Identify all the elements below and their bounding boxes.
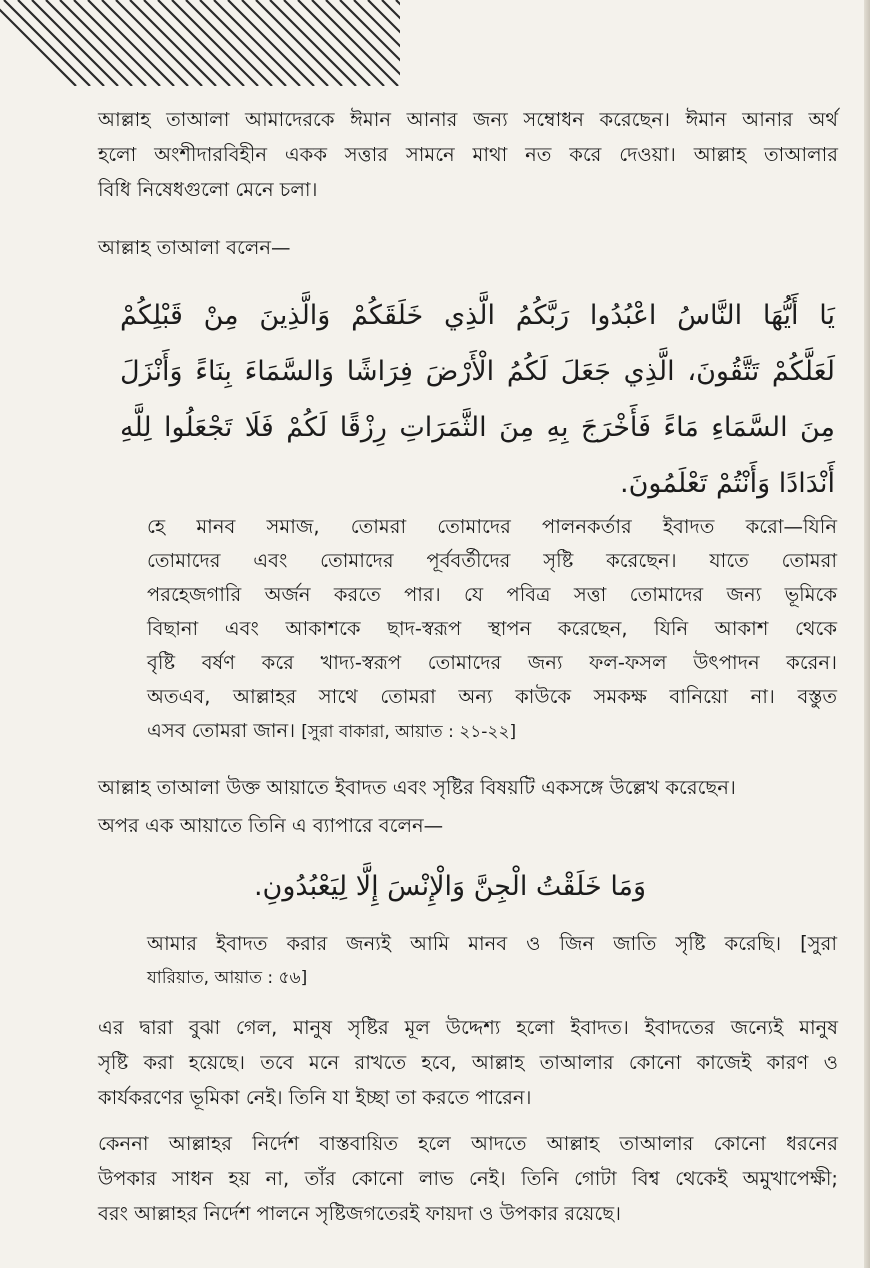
paragraph-line: সৃষ্টি করা হয়েছে। তবে মনে রাখতে হবে, আল্লাহ তাআলার কোনো কাজেই কারণ ও	[98, 1051, 838, 1074]
translation-line: হে মানব সমাজ, তোমরা তোমাদের পালনকর্তার ইবাদত করো—যিনি	[147, 515, 837, 538]
paragraph-line: কেননা আল্লাহর নির্দেশ বাস্তবায়িত হলে আদতে আল্লাহ তাআলার কোনো ধরনের	[98, 1132, 838, 1155]
stripe-line	[18, 0, 104, 86]
translation-line: পরহেজগারি অর্জন করতে পার। যে পবিত্র সত্তা তোমাদের জন্য ভূমিকে	[147, 583, 837, 606]
stripe-line	[298, 0, 384, 86]
stripe-line	[144, 0, 230, 86]
paragraph-1	[98, 102, 838, 207]
arabic-verse-line: لَعَلَّكُمْ تَتَّقُونَ، الَّذِي جَعَلَ لَكُمُ الْأَرْضَ فِرَاشًا وَالسَّمَاءَ بِنَاءً وَأَنْزَلَ	[120, 356, 835, 387]
paragraph-line: উপকার সাধন হয় না, তাঁর কোনো লাভ নেই। তিনি গোটা বিশ্ব থেকেই অমুখাপেক্ষী;	[98, 1167, 838, 1190]
stripe-line	[172, 0, 258, 86]
translation-line: বৃষ্টি বর্ষণ করে খাদ্য-স্বরূপ তোমাদের জন্য ফল-ফসল উৎপাদন করেন।	[147, 651, 837, 674]
arabic-verse-2: وَمَا خَلَقْتُ الْجِنَّ وَالْإِنْسَ إِلَّا لِيَعْبُدُونِ.	[253, 871, 647, 902]
stripe-line	[88, 0, 174, 86]
stripe-line	[186, 0, 272, 86]
paragraph-line: এর দ্বারা বুঝা গেল, মানুষ সৃষ্টির মূল উদ্দেশ্য হলো ইবাদত। ইবাদতের জন্যেই মানুষ	[98, 1016, 838, 1039]
stripe-line	[200, 0, 286, 86]
translation-block-1	[147, 510, 837, 749]
verse-reference: [সুরা	[800, 932, 837, 955]
stripe-line	[102, 0, 188, 86]
stripe-line	[242, 0, 328, 86]
translation-line: অতএব, আল্লাহর সাথে তোমরা অন্য কাউকে সমকক্ষ বানিয়ো না। বস্তুত	[147, 685, 837, 708]
translation-block-2	[147, 927, 837, 995]
stripe-line	[74, 0, 160, 86]
stripe-line	[228, 0, 314, 86]
stripe-line	[214, 0, 300, 86]
stripe-line	[116, 0, 202, 86]
arabic-verse-block-1	[120, 288, 835, 512]
arabic-verse-line: أَنْدَادًا وَأَنْتُمْ تَعْلَمُونَ.	[620, 468, 835, 499]
stripe-line	[158, 0, 244, 86]
intro-text: অপর এক আয়াতে তিনি এ ব্যাপারে বলেন—	[98, 814, 444, 837]
stripe-line	[354, 0, 400, 86]
stripe-line	[270, 0, 356, 86]
verse-reference: [সুরা বাকারা, আয়াত : ২১-২২]	[301, 722, 517, 742]
page-edge-shadow	[864, 0, 870, 1268]
arabic-verse-line: يَا أَيُّهَا النَّاسُ اعْبُدُوا رَبَّكُمُ الَّذِي خَلَقَكُمْ وَالَّذِينَ مِنْ قَبْلِكُمْ	[120, 300, 835, 331]
stripe-line	[130, 0, 216, 86]
translation-line: বিছানা এবং আকাশকে ছাদ-স্বরূপ স্থাপন করেছেন, যিনি আকাশ থেকে	[147, 617, 837, 640]
stripe-line	[4, 0, 90, 86]
paragraph-2	[98, 770, 838, 805]
paragraph-line: আল্লাহ তাআলা আমাদেরকে ঈমান আনার জন্য সম্বোধন করেছেন। ঈমান আনার অর্থ	[98, 108, 838, 131]
intro-text: আল্লাহ তাআলা বলেন—	[98, 236, 291, 259]
verse-intro-2	[98, 808, 838, 843]
corner-stripe-decoration	[0, 0, 400, 86]
paragraph-3	[98, 1010, 838, 1115]
translation-text: এসব তোমরা জান।	[147, 719, 296, 742]
paragraph-line: কার্যকরণের ভূমিকা নেই। তিনি যা ইচ্ছা তা করতে পারেন।	[98, 1086, 532, 1109]
stripe-line	[32, 0, 118, 86]
stripe-line	[46, 0, 132, 86]
stripe-line	[312, 0, 398, 86]
verse-intro-1	[98, 230, 838, 265]
stripe-line	[326, 0, 400, 86]
paragraph-line: বিধি নিষেধগুলো মেনে চলা।	[98, 178, 318, 201]
arabic-verse-line: مِنَ السَّمَاءِ مَاءً فَأَخْرَجَ بِهِ مِنَ الثَّمَرَاتِ رِزْقًا لَكُمْ فَلَا تَجْعَلُوا لِلَّهِ	[120, 412, 835, 443]
translation-line	[147, 714, 837, 749]
verse-reference: যারিয়াত, আয়াত : ৫৬]	[147, 968, 308, 988]
stripe-line	[284, 0, 370, 86]
paragraph-line: আল্লাহ তাআলা উক্ত আয়াতে ইবাদত এবং সৃষ্টির বিষয়টি একসঙ্গে উল্লেখ করেছেন।	[98, 776, 736, 799]
translation-line: তোমাদের এবং তোমাদের পূর্ববর্তীদের সৃষ্টি করেছেন। যাতে তোমরা	[147, 549, 837, 572]
translation-text: আমার ইবাদত করার জন্যই আমি মানব ও জিন জাতি সৃষ্টি করেছি।	[147, 932, 782, 955]
paragraph-line: বরং আল্লাহর নির্দেশ পালনে সৃষ্টিজগতেরই ফায়দা ও উপকার রয়েছে।	[98, 1202, 622, 1225]
stripe-line	[0, 0, 76, 86]
paragraph-4	[98, 1126, 838, 1231]
stripe-line	[256, 0, 342, 86]
paragraph-line: হলো অংশীদারবিহীন একক সত্তার সামনে মাথা নত করে দেওয়া। আল্লাহ তাআলার	[98, 143, 838, 166]
stripe-line	[60, 0, 146, 86]
translation-line	[147, 927, 837, 961]
